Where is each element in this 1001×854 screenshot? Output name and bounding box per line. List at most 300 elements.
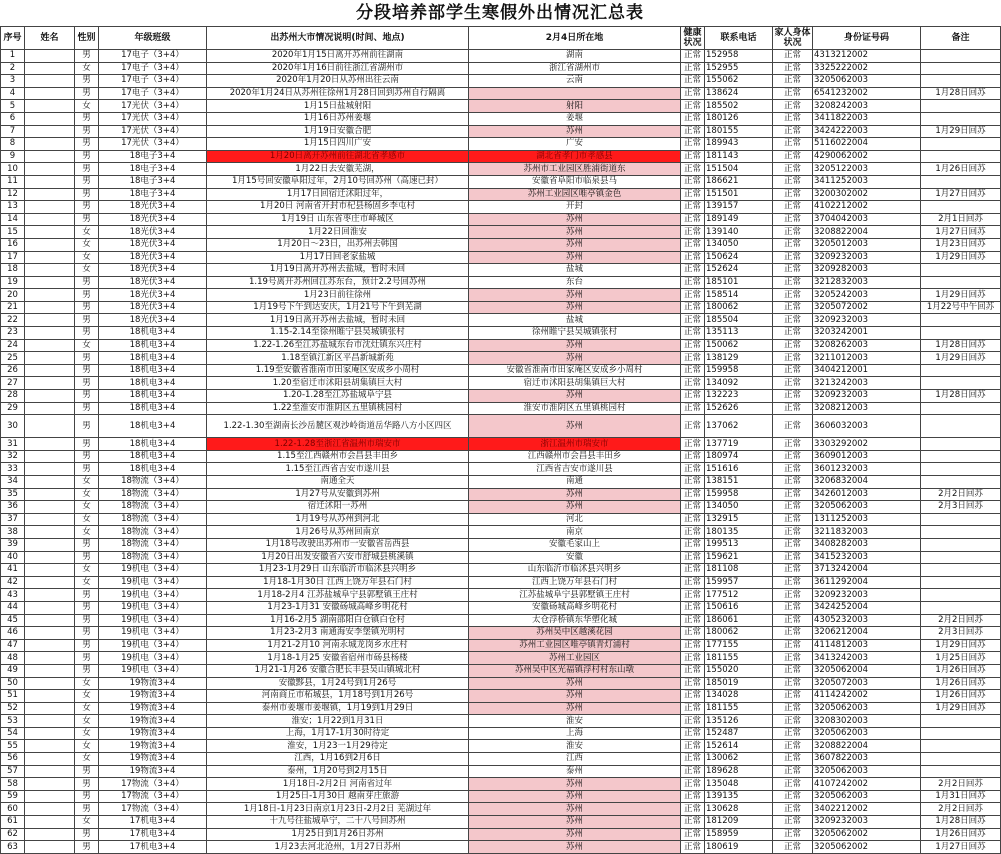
cell-gender: 女 — [75, 715, 99, 728]
cell-gender: 男 — [75, 213, 99, 226]
cell-note: 1月29日回苏 — [921, 639, 1001, 652]
cell-class: 17物流（3+4） — [99, 803, 207, 816]
cell-no: 20 — [1, 289, 25, 302]
cell-name — [25, 87, 75, 100]
cell-gender: 女 — [75, 62, 99, 75]
cell-phone: 199513 — [705, 538, 773, 551]
cell-trip: 1月18日-1月23日南京1月23日-2月2日 芜湖过年 — [207, 803, 469, 816]
cell-phone: 181155 — [705, 702, 773, 715]
cell-family: 正常 — [773, 402, 813, 415]
cell-health: 正常 — [681, 276, 705, 289]
cell-trip: 2020年1月20日从苏州出往云南 — [207, 75, 469, 88]
cell-no: 1 — [1, 50, 25, 63]
cell-location: 苏州 — [469, 501, 681, 514]
cell-location: 盐城 — [469, 314, 681, 327]
cell-no: 52 — [1, 702, 25, 715]
cell-gender: 男 — [75, 627, 99, 640]
cell-name — [25, 765, 75, 778]
table-row — [1, 564, 1001, 577]
cell-gender: 男 — [75, 803, 99, 816]
cell-class: 19机电（3+4） — [99, 564, 207, 577]
cell-note — [921, 589, 1001, 602]
cell-trip: 淮安，1月23一1月29待定 — [207, 740, 469, 753]
cell-health: 正常 — [681, 364, 705, 377]
cell-class: 19机电（3+4） — [99, 576, 207, 589]
cell-gender: 女 — [75, 727, 99, 740]
cell-name — [25, 828, 75, 841]
cell-phone: 186621 — [705, 175, 773, 188]
cell-health: 正常 — [681, 327, 705, 340]
cell-gender: 男 — [75, 87, 99, 100]
cell-phone: 189628 — [705, 765, 773, 778]
table-row — [1, 188, 1001, 201]
cell-health: 正常 — [681, 188, 705, 201]
cell-note — [921, 715, 1001, 728]
cell-class: 18光伏3+4 — [99, 264, 207, 277]
cell-phone: 159958 — [705, 364, 773, 377]
cell-health: 正常 — [681, 125, 705, 138]
table-row — [1, 526, 1001, 539]
cell-health: 正常 — [681, 639, 705, 652]
cell-family: 正常 — [773, 702, 813, 715]
cell-location: 苏州 — [469, 352, 681, 365]
cell-health: 正常 — [681, 450, 705, 463]
cell-location: 苏州 — [469, 213, 681, 226]
cell-name — [25, 639, 75, 652]
cell-note — [921, 438, 1001, 451]
cell-no: 33 — [1, 463, 25, 476]
cell-trip: 1月18日-2月2日 河南省过年 — [207, 778, 469, 791]
cell-id: 3205062004 — [813, 664, 921, 677]
cell-location: 姜堰 — [469, 112, 681, 125]
table-row — [1, 450, 1001, 463]
cell-trip: 1月25日到1月26日苏州 — [207, 828, 469, 841]
cell-note — [921, 753, 1001, 766]
cell-name — [25, 450, 75, 463]
cell-note: 1月26日回苏 — [921, 828, 1001, 841]
cell-family: 正常 — [773, 289, 813, 302]
cell-no: 23 — [1, 327, 25, 340]
table-row — [1, 715, 1001, 728]
cell-location: 广安 — [469, 138, 681, 151]
cell-name — [25, 352, 75, 365]
cell-family: 正常 — [773, 614, 813, 627]
cell-gender: 男 — [75, 125, 99, 138]
cell-no: 59 — [1, 790, 25, 803]
cell-gender: 男 — [75, 652, 99, 665]
cell-id: 3424222003 — [813, 125, 921, 138]
cell-phone: 134028 — [705, 690, 773, 703]
cell-id: 3205062003 — [813, 727, 921, 740]
cell-id: 3205072002 — [813, 301, 921, 314]
cell-family: 正常 — [773, 339, 813, 352]
cell-id: 3303292002 — [813, 438, 921, 451]
cell-location: 苏州吴中区光福镇浮村村东山墩 — [469, 664, 681, 677]
cell-name — [25, 314, 75, 327]
cell-health: 正常 — [681, 75, 705, 88]
cell-health: 正常 — [681, 390, 705, 403]
cell-trip: 1.22至淮安市淮阴区五里镇桃园村 — [207, 402, 469, 415]
cell-id: 3402212002 — [813, 803, 921, 816]
table-row — [1, 314, 1001, 327]
cell-note: 1月27日回苏 — [921, 226, 1001, 239]
table-row — [1, 364, 1001, 377]
table-row — [1, 87, 1001, 100]
cell-note — [921, 576, 1001, 589]
cell-health: 正常 — [681, 627, 705, 640]
cell-name — [25, 564, 75, 577]
cell-phone: 158959 — [705, 828, 773, 841]
cell-name — [25, 463, 75, 476]
cell-name — [25, 138, 75, 151]
cell-location: 苏州 — [469, 339, 681, 352]
cell-name — [25, 614, 75, 627]
cell-gender: 女 — [75, 702, 99, 715]
cell-family: 正常 — [773, 390, 813, 403]
cell-phone: 155020 — [705, 664, 773, 677]
cell-note — [921, 564, 1001, 577]
cell-trip: 1月18-1月30日 江西上饶万年县石门村 — [207, 576, 469, 589]
cell-phone: 181155 — [705, 652, 773, 665]
cell-phone: 138624 — [705, 87, 773, 100]
cell-gender: 男 — [75, 276, 99, 289]
cell-phone: 150062 — [705, 339, 773, 352]
cell-gender: 男 — [75, 551, 99, 564]
table-row — [1, 50, 1001, 63]
cell-class: 18物流（3+4） — [99, 513, 207, 526]
table-row — [1, 538, 1001, 551]
cell-gender: 女 — [75, 264, 99, 277]
cell-id: 3413242003 — [813, 652, 921, 665]
cell-class: 18机电3+4 — [99, 390, 207, 403]
cell-class: 18机电3+4 — [99, 364, 207, 377]
cell-note: 1月25日回苏 — [921, 652, 1001, 665]
cell-name — [25, 513, 75, 526]
cell-note: 1月26日回苏 — [921, 664, 1001, 677]
cell-family: 正常 — [773, 526, 813, 539]
cell-no: 36 — [1, 501, 25, 514]
cell-note: 1月29日回苏 — [921, 289, 1001, 302]
table-row — [1, 677, 1001, 690]
cell-family: 正常 — [773, 50, 813, 63]
cell-gender: 男 — [75, 289, 99, 302]
cell-family: 正常 — [773, 314, 813, 327]
cell-no: 38 — [1, 526, 25, 539]
cell-name — [25, 377, 75, 390]
cell-class: 19物流3+4 — [99, 690, 207, 703]
cell-id: 3211832003 — [813, 526, 921, 539]
cell-gender: 男 — [75, 538, 99, 551]
cell-class: 19机电（3+4） — [99, 664, 207, 677]
cell-health: 正常 — [681, 150, 705, 163]
cell-phone: 159621 — [705, 551, 773, 564]
table-row — [1, 690, 1001, 703]
cell-class: 17光伏（3+4） — [99, 112, 207, 125]
cell-class: 17机电3+4 — [99, 828, 207, 841]
cell-id: 3208822004 — [813, 226, 921, 239]
cell-name — [25, 715, 75, 728]
cell-health: 正常 — [681, 652, 705, 665]
cell-no: 46 — [1, 627, 25, 640]
cell-gender: 女 — [75, 740, 99, 753]
cell-health: 正常 — [681, 677, 705, 690]
cell-phone: 177155 — [705, 639, 773, 652]
cell-location: 淮安 — [469, 740, 681, 753]
cell-family: 正常 — [773, 327, 813, 340]
cell-phone: 177512 — [705, 589, 773, 602]
cell-no: 51 — [1, 690, 25, 703]
cell-family: 正常 — [773, 601, 813, 614]
col-no-header: 序号 — [1, 27, 25, 50]
cell-class: 19物流3+4 — [99, 740, 207, 753]
cell-class: 17机电3+4 — [99, 841, 207, 854]
cell-name — [25, 551, 75, 564]
cell-family: 正常 — [773, 138, 813, 151]
cell-id: 3200302002 — [813, 188, 921, 201]
cell-trip: 1月21-2月10 河南永城龙岗乡水庄村 — [207, 639, 469, 652]
cell-location: 江西上饶万年县石门村 — [469, 576, 681, 589]
cell-gender: 男 — [75, 201, 99, 214]
cell-id: 1311252003 — [813, 513, 921, 526]
cell-health: 正常 — [681, 501, 705, 514]
cell-health: 正常 — [681, 727, 705, 740]
cell-family: 正常 — [773, 790, 813, 803]
cell-phone: 151616 — [705, 463, 773, 476]
cell-family: 正常 — [773, 765, 813, 778]
cell-note: 1月22号中午回苏 — [921, 301, 1001, 314]
cell-gender: 男 — [75, 841, 99, 854]
cell-no: 43 — [1, 589, 25, 602]
cell-trip: 1月17日回老家盐城 — [207, 251, 469, 264]
cell-location: 苏州 — [469, 415, 681, 438]
cell-note — [921, 150, 1001, 163]
cell-id: 3208212003 — [813, 402, 921, 415]
cell-location: 徐州睢宁县吴城镇张村 — [469, 327, 681, 340]
cell-phone: 151504 — [705, 163, 773, 176]
cell-note — [921, 727, 1001, 740]
table-row — [1, 276, 1001, 289]
cell-gender: 女 — [75, 226, 99, 239]
cell-family: 正常 — [773, 301, 813, 314]
cell-id: 3209232003 — [813, 390, 921, 403]
cell-name — [25, 238, 75, 251]
cell-family: 正常 — [773, 627, 813, 640]
cell-gender: 女 — [75, 513, 99, 526]
cell-gender: 男 — [75, 352, 99, 365]
cell-family: 正常 — [773, 438, 813, 451]
cell-location: 安徽省阜阳市临泉县马 — [469, 175, 681, 188]
cell-no: 29 — [1, 402, 25, 415]
cell-gender: 男 — [75, 150, 99, 163]
cell-class: 17电子（3+4） — [99, 62, 207, 75]
cell-location: 苏州 — [469, 238, 681, 251]
col-name-header: 姓名 — [25, 27, 75, 50]
cell-health: 正常 — [681, 264, 705, 277]
cell-no: 26 — [1, 364, 25, 377]
cell-id: 3213242003 — [813, 377, 921, 390]
cell-name — [25, 841, 75, 854]
cell-no: 47 — [1, 639, 25, 652]
cell-gender: 女 — [75, 100, 99, 113]
table-row — [1, 488, 1001, 501]
cell-trip: 1月15日四川广安 — [207, 138, 469, 151]
cell-name — [25, 677, 75, 690]
cell-name — [25, 627, 75, 640]
cell-health: 正常 — [681, 463, 705, 476]
cell-gender: 女 — [75, 576, 99, 589]
cell-no: 50 — [1, 677, 25, 690]
cell-note — [921, 463, 1001, 476]
cell-trip: 1月15号回安徽阜阳过年，2月10号回苏州（高速已封） — [207, 175, 469, 188]
cell-trip: 1月20日～23日，出苏州去韩国 — [207, 238, 469, 251]
cell-trip: 1月23-1月31 安徽砀城高峰乡明花村 — [207, 601, 469, 614]
cell-family: 正常 — [773, 778, 813, 791]
cell-id: 3205012003 — [813, 238, 921, 251]
cell-trip: 2020年1月16日前往浙江省湖州市 — [207, 62, 469, 75]
cell-trip: 1月19日离开苏州去盐城，暂时未回 — [207, 264, 469, 277]
cell-note: 2月3日回苏 — [921, 627, 1001, 640]
table-row — [1, 75, 1001, 88]
cell-gender: 女 — [75, 526, 99, 539]
cell-note: 2月2日回苏 — [921, 488, 1001, 501]
cell-phone: 135113 — [705, 327, 773, 340]
cell-trip: 1月18-2月4 江苏盐城阜宁县郭墅镇王庄村 — [207, 589, 469, 602]
cell-phone: 186061 — [705, 614, 773, 627]
cell-gender: 男 — [75, 364, 99, 377]
cell-note — [921, 276, 1001, 289]
cell-phone: 150616 — [705, 601, 773, 614]
cell-gender: 女 — [75, 251, 99, 264]
cell-no: 16 — [1, 238, 25, 251]
cell-name — [25, 112, 75, 125]
cell-health: 正常 — [681, 175, 705, 188]
table-row — [1, 377, 1001, 390]
cell-class: 18光伏3+4 — [99, 289, 207, 302]
cell-name — [25, 289, 75, 302]
table-row — [1, 402, 1001, 415]
cell-family: 正常 — [773, 213, 813, 226]
table-row — [1, 601, 1001, 614]
cell-id: 4102212002 — [813, 201, 921, 214]
col-location-header: 2月4日所在地 — [469, 27, 681, 50]
cell-family: 正常 — [773, 188, 813, 201]
cell-id: 3424252004 — [813, 601, 921, 614]
col-note-header: 备注 — [921, 27, 1001, 50]
cell-trip: 泰州市姜堰市姜堰镇，1月19到1月29日 — [207, 702, 469, 715]
cell-no: 62 — [1, 828, 25, 841]
cell-id: 3208302003 — [813, 715, 921, 728]
cell-id: 3411822003 — [813, 112, 921, 125]
cell-trip: 1月20日离开苏州前往湖北省孝感市 — [207, 150, 469, 163]
cell-family: 正常 — [773, 415, 813, 438]
cell-phone: 152958 — [705, 50, 773, 63]
cell-name — [25, 175, 75, 188]
cell-class: 17物流（3+4） — [99, 790, 207, 803]
cell-note — [921, 377, 1001, 390]
col-gender-header: 性别 — [75, 27, 99, 50]
cell-location: 苏州 — [469, 251, 681, 264]
cell-note: 1月26日回苏 — [921, 677, 1001, 690]
cell-name — [25, 125, 75, 138]
cell-phone: 185504 — [705, 314, 773, 327]
cell-phone: 139140 — [705, 226, 773, 239]
cell-health: 正常 — [681, 402, 705, 415]
cell-id: 3209232003 — [813, 251, 921, 264]
cell-class: 18机电3+4 — [99, 339, 207, 352]
cell-phone: 180619 — [705, 841, 773, 854]
cell-location: 太仓浮桥镇东华塑化城 — [469, 614, 681, 627]
cell-name — [25, 301, 75, 314]
cell-family: 正常 — [773, 463, 813, 476]
cell-note: 1月28日回苏 — [921, 816, 1001, 829]
cell-name — [25, 690, 75, 703]
cell-location: 浙江温州市瑞安市 — [469, 438, 681, 451]
cell-gender: 男 — [75, 377, 99, 390]
cell-trip: 1月19日离开苏州去盐城，暂时未回 — [207, 314, 469, 327]
cell-location: 南京 — [469, 526, 681, 539]
cell-gender: 男 — [75, 778, 99, 791]
cell-location: 湖南 — [469, 50, 681, 63]
cell-name — [25, 402, 75, 415]
cell-health: 正常 — [681, 289, 705, 302]
cell-no: 53 — [1, 715, 25, 728]
col-class-header: 年级班级 — [99, 27, 207, 50]
cell-family: 正常 — [773, 352, 813, 365]
col-family-header: 家人身体状况 — [774, 28, 811, 48]
cell-no: 57 — [1, 765, 25, 778]
cell-trip: 1.22-1.28至浙江省温州市瑞安市 — [207, 438, 469, 451]
cell-family: 正常 — [773, 364, 813, 377]
cell-family: 正常 — [773, 513, 813, 526]
table-row — [1, 841, 1001, 854]
cell-name — [25, 438, 75, 451]
cell-id: 3205122003 — [813, 163, 921, 176]
cell-class: 19机电（3+4） — [99, 589, 207, 602]
cell-note: 1月27日回苏 — [921, 188, 1001, 201]
cell-class: 17电子（3+4） — [99, 75, 207, 88]
cell-trip: 宿迁沭阳一苏州 — [207, 501, 469, 514]
table-row — [1, 390, 1001, 403]
cell-phone: 158514 — [705, 289, 773, 302]
cell-trip: 1月19号从苏州到河北 — [207, 513, 469, 526]
cell-trip: 淮安；1月22到1月31日 — [207, 715, 469, 728]
table-row — [1, 100, 1001, 113]
cell-name — [25, 163, 75, 176]
cell-health: 正常 — [681, 564, 705, 577]
cell-trip: 南通全天 — [207, 476, 469, 489]
cell-class: 18电子3+4 — [99, 188, 207, 201]
cell-location: 浙江省湖州市 — [469, 62, 681, 75]
table-row — [1, 163, 1001, 176]
table-row — [1, 415, 1001, 438]
cell-health: 正常 — [681, 112, 705, 125]
cell-trip: 1月22日回淮安 — [207, 226, 469, 239]
cell-no: 21 — [1, 301, 25, 314]
cell-no: 35 — [1, 488, 25, 501]
cell-location: 盐城 — [469, 264, 681, 277]
cell-location: 苏州 — [469, 488, 681, 501]
cell-location: 安徽省淮南市田家庵区安成乡小周村 — [469, 364, 681, 377]
cell-id: 3601232003 — [813, 463, 921, 476]
cell-name — [25, 816, 75, 829]
cell-location: 苏州 — [469, 677, 681, 690]
cell-note — [921, 112, 1001, 125]
cell-trip: 1.19至安徽省淮南市田家庵区安成乡小周村 — [207, 364, 469, 377]
cell-family: 正常 — [773, 753, 813, 766]
cell-trip: 上海，1月17-1月30时待定 — [207, 727, 469, 740]
cell-name — [25, 62, 75, 75]
table-row — [1, 702, 1001, 715]
